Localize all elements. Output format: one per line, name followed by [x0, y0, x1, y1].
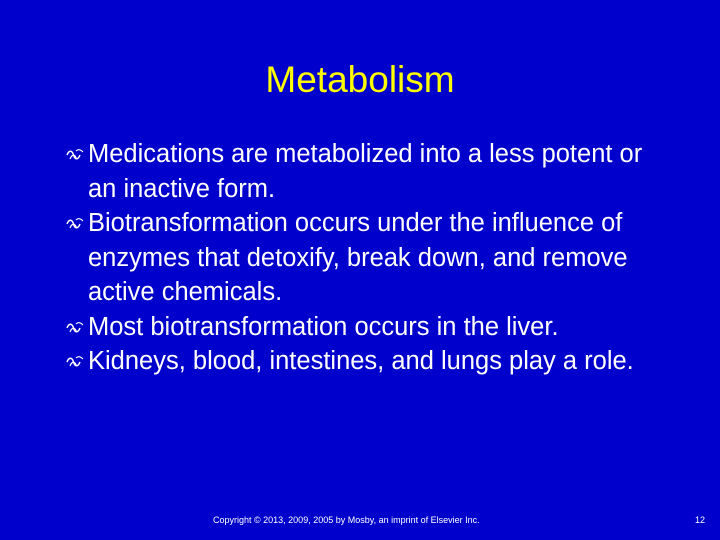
page-number: 12 — [694, 515, 705, 525]
bullet-text: Biotransformation occurs under the influence of enzymes that detoxify, break down, and remove active chemicals. — [88, 209, 628, 306]
copyright-notice: Copyright © 2013, 2009, 2005 by Mosby, an imprint of Elsevier Inc. — [213, 515, 480, 525]
bullet-icon — [66, 218, 84, 230]
bullet-text: Kidneys, blood, intestines, and lungs play a role. — [88, 347, 634, 375]
bullet-item — [58, 310, 658, 345]
bullet-icon — [66, 149, 84, 161]
bullet-icon — [66, 322, 84, 334]
footer — [0, 513, 720, 527]
bullet-item — [58, 344, 658, 379]
slide-title: Metabolism — [265, 59, 455, 100]
bullet-item — [58, 137, 658, 206]
bullet-icon — [66, 356, 84, 368]
bullet-list — [58, 137, 658, 379]
bullet-text: Most biotransformation occurs in the liver. — [88, 312, 559, 341]
bullet-item — [58, 206, 658, 310]
bullet-text: Medications are metabolized into a less potent or an inactive form. — [88, 140, 643, 203]
